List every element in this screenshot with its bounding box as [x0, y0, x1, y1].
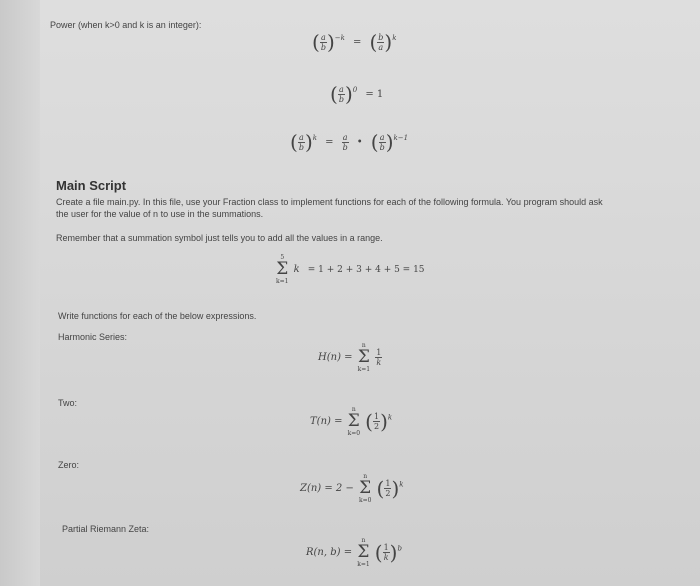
zero-series-formula: Z(n) = 2 − n Σ k=0 ( $\frac{1}{2}$ )$^k$ [300, 473, 404, 504]
summation-example-rhs: = 1 + 2 + 3 + 4 + 5 = 15 [307, 264, 425, 275]
page-margin-shadow [0, 0, 40, 586]
harmonic-series-label: Harmonic Series: [58, 332, 128, 342]
zero-formula-lhs: Z(n) = 2 − [300, 483, 354, 494]
power-rule-negative-formula: ( $\frac{a}{b}$ )$^{-k}$ = ( $\frac{b}{a}$ )$^k$ [312, 30, 397, 54]
summation-note: Remember that a summation symbol just tells you to add all the values in a range. [56, 233, 383, 243]
main-script-instruction-line2: the user for the value of n to use in the summations. [56, 209, 264, 219]
two-formula-lhs: T(n) = [310, 416, 343, 427]
summation-example-formula: 5 Σ k=1 k = 1 + 2 + 3 + 4 + 5 = 15 [276, 254, 428, 285]
power-rule-positive-formula: ( $\frac{a}{b}$ )$^k$ = $\frac{a}{b}$ • ( $\frac{a}{b}$ )$^{k-1}$ [290, 130, 409, 154]
harmonic-formula-lhs: H(n) = [318, 352, 353, 363]
riemann-zeta-formula: R(n, b) = n Σ k=1 ( $\frac{1}{k}$ )$^b$ [306, 537, 402, 568]
two-label: Two: [58, 398, 78, 408]
main-script-heading: Main Script [56, 178, 127, 193]
write-functions-text: Write functions for each of the below expressions. [58, 311, 257, 321]
zero-label: Zero: [58, 460, 80, 470]
power-intro-text: Power (when k>0 and k is an integer): [50, 20, 202, 30]
main-script-instruction-line1: Create a file main.py. In this file, use your Fraction class to implement functions for each of the following formula. You program should ask [56, 197, 603, 207]
two-series-formula: T(n) = n Σ k=0 ( $\frac{1}{2}$ )$^k$ [310, 406, 393, 437]
riemann-zeta-label: Partial Riemann Zeta: [62, 524, 150, 534]
power-rule-zero-formula: ( $\frac{a}{b}$ )$^0$ = 1 [330, 82, 384, 106]
harmonic-series-formula: H(n) = n Σ k=1 $\frac{1}{k}$ [318, 342, 382, 373]
riemann-formula-lhs: R(n, b) = [306, 547, 353, 558]
